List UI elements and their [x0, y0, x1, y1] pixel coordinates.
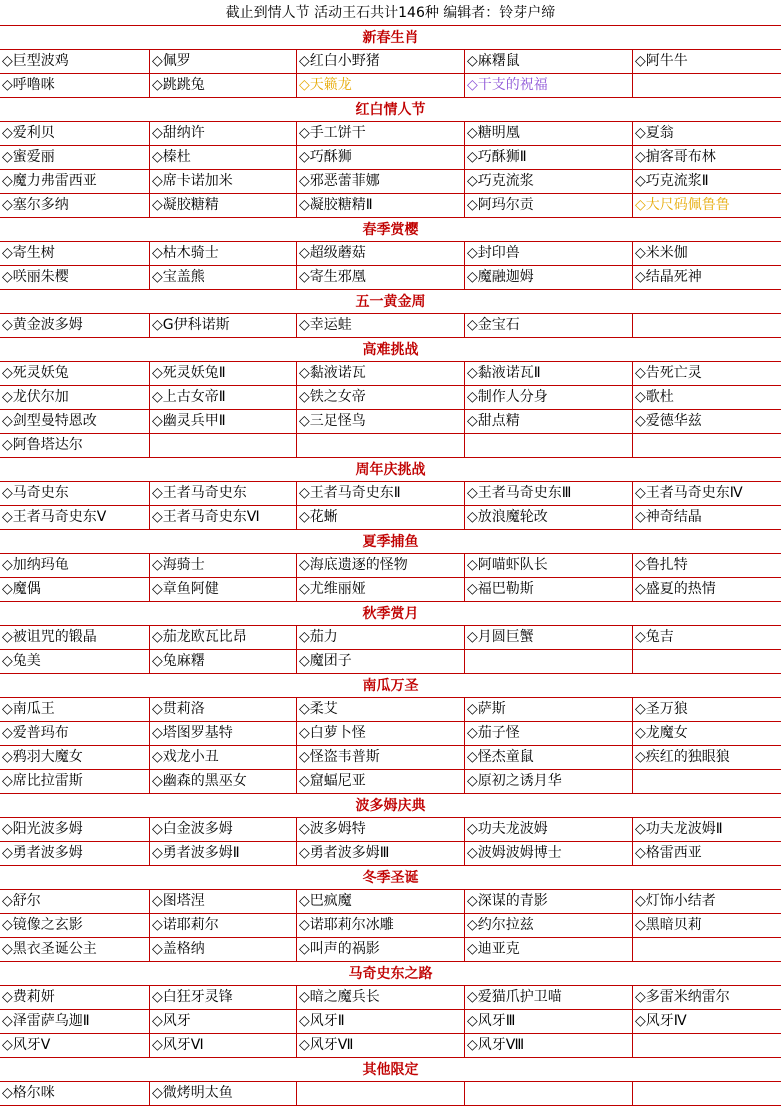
- stone-cell: ◇南瓜王: [0, 698, 150, 721]
- table-row: [0, 770, 781, 794]
- stone-cell: ◇月圆巨蟹: [465, 626, 633, 649]
- table-row: [0, 386, 781, 410]
- stone-cell: ◇龙魔女: [635, 725, 688, 741]
- stone-cell: ◇夏翁: [635, 125, 674, 141]
- stone-cell: ◇枯木骑士: [150, 242, 297, 265]
- table-row: [0, 938, 781, 962]
- stone-cell: ◇茄龙欧瓦比昂: [150, 626, 297, 649]
- stone-cell: ◇红白小野猪: [297, 50, 465, 73]
- stone-cell: ◇金宝石: [465, 314, 633, 337]
- empty-cell: [465, 650, 633, 673]
- stone-cell: ◇白金波多姆: [150, 818, 297, 841]
- table-row: [0, 314, 781, 338]
- stone-cell: ◇魔融迦姆: [465, 266, 633, 289]
- stone-cell: ◇告死亡灵: [635, 365, 702, 381]
- stone-cell: ◇爱普玛布: [0, 722, 150, 745]
- stone-cell: ◇疾红的独眼狼: [635, 749, 730, 765]
- stone-cell: ◇巧酥狮: [297, 146, 465, 169]
- stone-cell: ◇寄生树: [0, 242, 150, 265]
- stone-cell: ◇功夫龙波姆Ⅱ: [635, 821, 723, 837]
- stone-cell: ◇原初之诱月华: [465, 770, 633, 793]
- stone-cell: ◇怪盗韦普斯: [297, 746, 465, 769]
- table-row: [0, 266, 781, 290]
- stone-cell: ◇兔美: [0, 650, 150, 673]
- stone-cell: ◇大尺码佩鲁鲁: [635, 197, 730, 213]
- stone-cell: ◇波姆波姆博士: [465, 842, 633, 865]
- stone-cell: ◇图塔涅: [150, 890, 297, 913]
- stone-cell: ◇上古女帝Ⅱ: [150, 386, 297, 409]
- stone-cell: ◇风牙Ⅷ: [465, 1034, 633, 1057]
- stone-cell: ◇幸运蛙: [297, 314, 465, 337]
- stone-cell: ◇封印兽: [465, 242, 633, 265]
- stone-cell: ◇功夫龙波姆: [465, 818, 633, 841]
- stone-cell: ◇海底遗逐的怪物: [297, 554, 465, 577]
- stone-cell: ◇勇者波多姆: [0, 842, 150, 865]
- table-row: [0, 554, 781, 578]
- stone-cell: ◇福巴勒斯: [465, 578, 633, 601]
- stone-cell: ◇龙伏尔加: [0, 386, 150, 409]
- stone-cell: ◇盛夏的热情: [635, 581, 716, 597]
- empty-cell: [297, 434, 465, 457]
- stone-cell: ◇神奇结晶: [635, 509, 702, 525]
- stone-cell: ◇黏液诺瓦Ⅱ: [465, 362, 633, 385]
- stone-cell: ◇黑衣圣诞公主: [0, 938, 150, 961]
- table-row: [0, 482, 781, 506]
- stone-cell: ◇甜点精: [465, 410, 633, 433]
- stone-cell: ◇黑暗贝莉: [635, 917, 702, 933]
- stone-cell: ◇费莉妍: [0, 986, 150, 1009]
- stone-cell: ◇灯饰小结者: [635, 893, 716, 909]
- stone-cell: ◇怪杰童鼠: [465, 746, 633, 769]
- stone-cell: ◇结晶死神: [635, 269, 702, 285]
- empty-cell: [633, 938, 781, 961]
- stone-cell: ◇风牙Ⅶ: [297, 1034, 465, 1057]
- stone-cell: ◇格雷西亚: [635, 845, 702, 861]
- empty-cell: [465, 434, 633, 457]
- stone-cell: ◇黏液诺瓦: [297, 362, 465, 385]
- table-row: [0, 146, 781, 170]
- stone-cell: ◇风牙: [150, 1010, 297, 1033]
- section-header: 高难挑战: [0, 338, 781, 362]
- table-row: [0, 506, 781, 530]
- empty-cell: [465, 1082, 633, 1105]
- stone-cell: ◇蜜爱丽: [0, 146, 150, 169]
- table-row: [0, 74, 781, 98]
- stone-cell: ◇萨斯: [465, 698, 633, 721]
- empty-cell: [633, 1082, 781, 1105]
- stone-cell: ◇白萝卜怪: [297, 722, 465, 745]
- stone-cell: ◇海骑士: [150, 554, 297, 577]
- stone-cell: ◇盖格纳: [150, 938, 297, 961]
- table-row: [0, 650, 781, 674]
- table-row: [0, 122, 781, 146]
- empty-cell: [150, 434, 297, 457]
- table-row: [0, 1034, 781, 1058]
- empty-cell: [633, 650, 781, 673]
- stone-cell: ◇风牙Ⅵ: [150, 1034, 297, 1057]
- stone-cell: ◇黄金波多姆: [0, 314, 150, 337]
- stone-cell: ◇G伊科诺斯: [150, 314, 297, 337]
- stone-cell: ◇泽雷萨乌迦Ⅱ: [0, 1010, 150, 1033]
- stone-cell: ◇兔吉: [635, 629, 674, 645]
- stone-cell: ◇阿喵虾队长: [465, 554, 633, 577]
- stone-cell: ◇席比拉雷斯: [0, 770, 150, 793]
- stone-cell: ◇王者马奇史东Ⅱ: [297, 482, 465, 505]
- stone-cell: ◇宝盖熊: [150, 266, 297, 289]
- stone-cell: ◇凝胶糖精: [150, 194, 297, 217]
- stone-cell: ◇迪亚克: [465, 938, 633, 961]
- table-row: [0, 986, 781, 1010]
- stone-cell: ◇王者马奇史东Ⅳ: [635, 485, 743, 501]
- section-header: 红白情人节: [0, 98, 781, 122]
- stone-cell: ◇舒尔: [0, 890, 150, 913]
- stone-cell: ◇王者马奇史东Ⅵ: [150, 506, 297, 529]
- stone-cell: ◇被诅咒的锻晶: [0, 626, 150, 649]
- stone-cell: ◇阿玛尔贡: [465, 194, 633, 217]
- stone-cell: ◇放浪魔轮改: [465, 506, 633, 529]
- stone-cell: ◇幽森的黑巫女: [150, 770, 297, 793]
- stone-cell: ◇兔麻糬: [150, 650, 297, 673]
- stone-cell: ◇约尔拉兹: [465, 914, 633, 937]
- stone-cell: ◇花蜥: [297, 506, 465, 529]
- stone-cell: ◇王者马奇史东Ⅲ: [465, 482, 633, 505]
- stone-cell: ◇马奇史东: [0, 482, 150, 505]
- stone-cell: ◇诺耶莉尔: [150, 914, 297, 937]
- stone-cell: ◇戏龙小丑: [150, 746, 297, 769]
- stone-cell: ◇米米伽: [635, 245, 688, 261]
- stone-cell: ◇幽灵兵甲Ⅱ: [150, 410, 297, 433]
- stone-cell: ◇铁之女帝: [297, 386, 465, 409]
- section-header: 秋季赏月: [0, 602, 781, 626]
- stone-cell: ◇叫声的祸影: [297, 938, 465, 961]
- stone-cell: ◇窟蝠尼亚: [297, 770, 465, 793]
- stone-cell: ◇巧酥狮Ⅱ: [465, 146, 633, 169]
- stone-cell: ◇章鱼阿健: [150, 578, 297, 601]
- stone-cell: ◇榛杜: [150, 146, 297, 169]
- stone-cell: ◇阳光波多姆: [0, 818, 150, 841]
- table-row: [0, 1010, 781, 1034]
- stone-cell: ◇诺耶莉尔冰雕: [297, 914, 465, 937]
- stone-cell: ◇风牙Ⅳ: [635, 1013, 687, 1029]
- stone-cell: ◇白狂牙灵锋: [150, 986, 297, 1009]
- table-row: [0, 362, 781, 386]
- table-row: [0, 410, 781, 434]
- table-row: [0, 434, 781, 458]
- stone-cell: ◇歌杜: [635, 389, 674, 405]
- empty-cell: [297, 1082, 465, 1105]
- empty-cell: [633, 74, 781, 97]
- table-row: [0, 842, 781, 866]
- stone-cell: ◇尤维丽娅: [297, 578, 465, 601]
- stone-cell: ◇王者马奇史东: [150, 482, 297, 505]
- stone-cell: ◇阿牛牛: [635, 53, 688, 69]
- stone-cell: ◇席卡诺加米: [150, 170, 297, 193]
- stone-cell: ◇死灵妖兔Ⅱ: [150, 362, 297, 385]
- section-header: 周年庆挑战: [0, 458, 781, 482]
- section-header: 马奇史东之路: [0, 962, 781, 986]
- stone-cell: ◇手工饼干: [297, 122, 465, 145]
- stone-cell: ◇柔艾: [297, 698, 465, 721]
- stone-cell: ◇波多姆特: [297, 818, 465, 841]
- stone-cell: ◇圣万狼: [635, 701, 688, 717]
- table-row: [0, 242, 781, 266]
- stone-cell: ◇勇者波多姆Ⅲ: [297, 842, 465, 865]
- table-row: [0, 818, 781, 842]
- table-row: [0, 170, 781, 194]
- table-row: [0, 890, 781, 914]
- section-header: 其他限定: [0, 1058, 781, 1082]
- empty-cell: [633, 434, 781, 457]
- stone-cell: ◇掮客哥布林: [635, 149, 716, 165]
- section-header: 新春生肖: [0, 26, 781, 50]
- section-header: 五一黄金周: [0, 290, 781, 314]
- stone-cell: ◇塞尔多纳: [0, 194, 150, 217]
- stone-cell: ◇佩罗: [150, 50, 297, 73]
- stone-cell: ◇巧克流浆Ⅱ: [635, 173, 709, 189]
- table-row: [0, 578, 781, 602]
- stone-cell: ◇甜纳许: [150, 122, 297, 145]
- stone-cell: ◇邪恶蕾菲娜: [297, 170, 465, 193]
- stone-cell: ◇多雷米纳雷尔: [635, 989, 730, 1005]
- stone-cell: ◇加纳玛龟: [0, 554, 150, 577]
- table-row: [0, 626, 781, 650]
- stone-cell: ◇微烤明太鱼: [150, 1082, 297, 1105]
- stone-cell: ◇寄生邪凰: [297, 266, 465, 289]
- stone-cell: ◇巴疯魔: [297, 890, 465, 913]
- section-header: 夏季捕鱼: [0, 530, 781, 554]
- stone-cell: ◇茄子怪: [465, 722, 633, 745]
- stone-cell: ◇咲丽朱樱: [0, 266, 150, 289]
- section-header: 南瓜万圣: [0, 674, 781, 698]
- stone-cell: ◇阿鲁塔达尔: [0, 434, 150, 457]
- stone-cell: ◇魔团子: [297, 650, 465, 673]
- stone-cell: ◇三足怪鸟: [297, 410, 465, 433]
- table-row: [0, 1082, 781, 1106]
- empty-cell: [633, 770, 781, 793]
- stone-cell: ◇死灵妖兔: [0, 362, 150, 385]
- stone-cell: ◇格尔咪: [0, 1082, 150, 1105]
- stone-cell: ◇镜像之玄影: [0, 914, 150, 937]
- stone-cell: ◇剑型曼特恩改: [0, 410, 150, 433]
- stone-cell: ◇鸦羽大魔女: [0, 746, 150, 769]
- stone-cell: ◇塔图罗基特: [150, 722, 297, 745]
- stone-cell: ◇茄力: [297, 626, 465, 649]
- table-row: [0, 698, 781, 722]
- stone-cell: ◇呼噜咪: [0, 74, 150, 97]
- stone-cell: ◇勇者波多姆Ⅱ: [150, 842, 297, 865]
- stone-cell: ◇巧克流浆: [465, 170, 633, 193]
- stone-cell: ◇糖明凰: [465, 122, 633, 145]
- stone-cell: ◇制作人分身: [465, 386, 633, 409]
- stone-cell: ◇超级蘑菇: [297, 242, 465, 265]
- sections-container: [0, 26, 781, 1106]
- stone-cell: ◇巨型波鸡: [0, 50, 150, 73]
- stone-cell: ◇暗之魔兵长: [297, 986, 465, 1009]
- stone-cell: ◇深谋的青影: [465, 890, 633, 913]
- section-header: 春季赏樱: [0, 218, 781, 242]
- table-row: [0, 914, 781, 938]
- stone-cell: ◇爱猫爪护卫喵: [465, 986, 633, 1009]
- stone-cell: ◇麻糬鼠: [465, 50, 633, 73]
- stone-cell: ◇爱德华兹: [635, 413, 702, 429]
- stone-cell: ◇凝胶糖精Ⅱ: [297, 194, 465, 217]
- stone-cell: ◇爱利贝: [0, 122, 150, 145]
- table-row: [0, 50, 781, 74]
- stone-cell: ◇魔力弗雷西亚: [0, 170, 150, 193]
- stone-cell: ◇干支的祝福: [465, 74, 633, 97]
- table-row: [0, 722, 781, 746]
- stone-cell: ◇贯莉洛: [150, 698, 297, 721]
- stone-cell: ◇王者马奇史东Ⅴ: [0, 506, 150, 529]
- sheet-title: 截止到情人节 活动王石共计146种 编辑者：铃芽户缔: [0, 0, 781, 26]
- section-header: 波多姆庆典: [0, 794, 781, 818]
- empty-cell: [633, 314, 781, 337]
- stone-cell: ◇天籁龙: [297, 74, 465, 97]
- stone-cell: ◇鲁扎特: [635, 557, 688, 573]
- table-row: [0, 746, 781, 770]
- stone-cell: ◇风牙Ⅲ: [465, 1010, 633, 1033]
- stone-cell: ◇风牙Ⅴ: [0, 1034, 150, 1057]
- empty-cell: [633, 1034, 781, 1057]
- stone-cell: ◇魔偶: [0, 578, 150, 601]
- table-row: [0, 194, 781, 218]
- section-header: 冬季圣诞: [0, 866, 781, 890]
- stone-cell: ◇跳跳兔: [150, 74, 297, 97]
- stone-cell: ◇风牙Ⅱ: [297, 1010, 465, 1033]
